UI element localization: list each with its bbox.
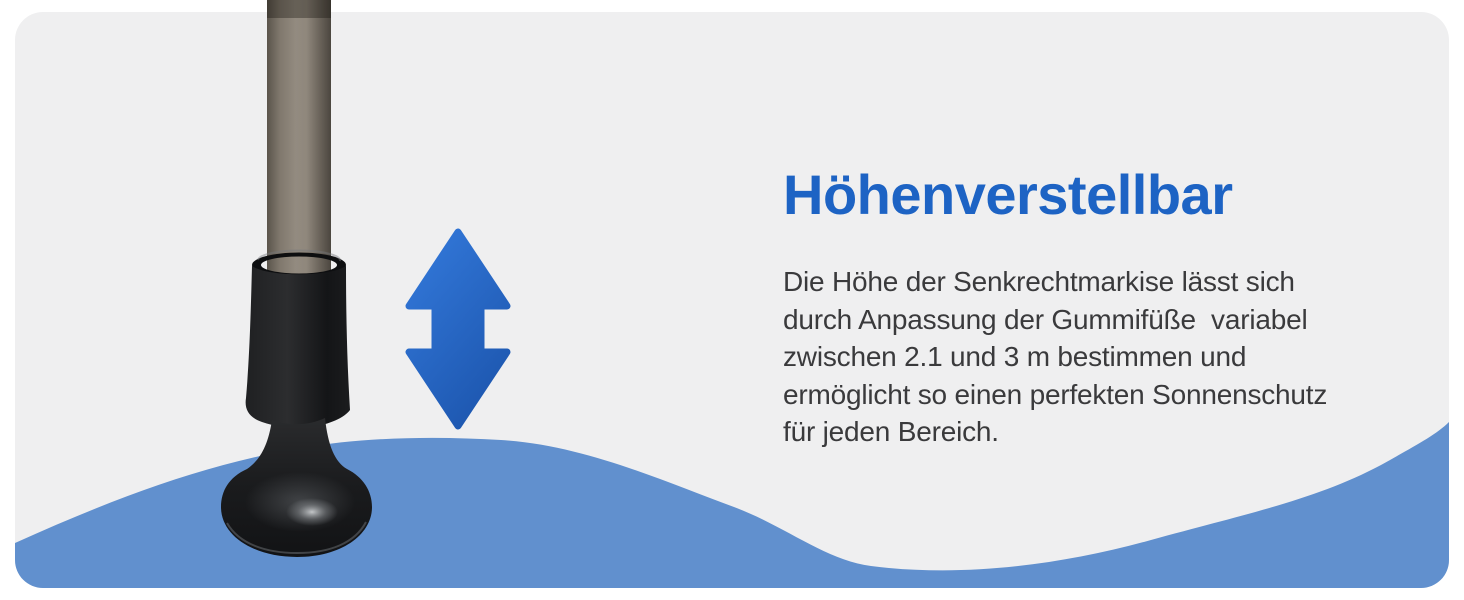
description-line: Die Höhe der Senkrechtmarkise lässt sich	[783, 266, 1295, 297]
description-line: für jeden Bereich.	[783, 416, 999, 448]
description-line: ermöglicht so einen perfekten Sonnenschutz	[783, 378, 1328, 410]
description-line: zwischen 2.1 und 3 m bestimmen und	[783, 341, 1247, 373]
arrow-shape	[409, 232, 507, 426]
description-line: durch Anpassung der Gummifüße variabel	[783, 303, 1308, 335]
feature-description	[783, 263, 1403, 451]
feature-text-block	[783, 163, 1403, 451]
feature-title: Höhenverstellbar	[783, 163, 1233, 226]
double-vertical-arrow-icon	[395, 222, 521, 436]
